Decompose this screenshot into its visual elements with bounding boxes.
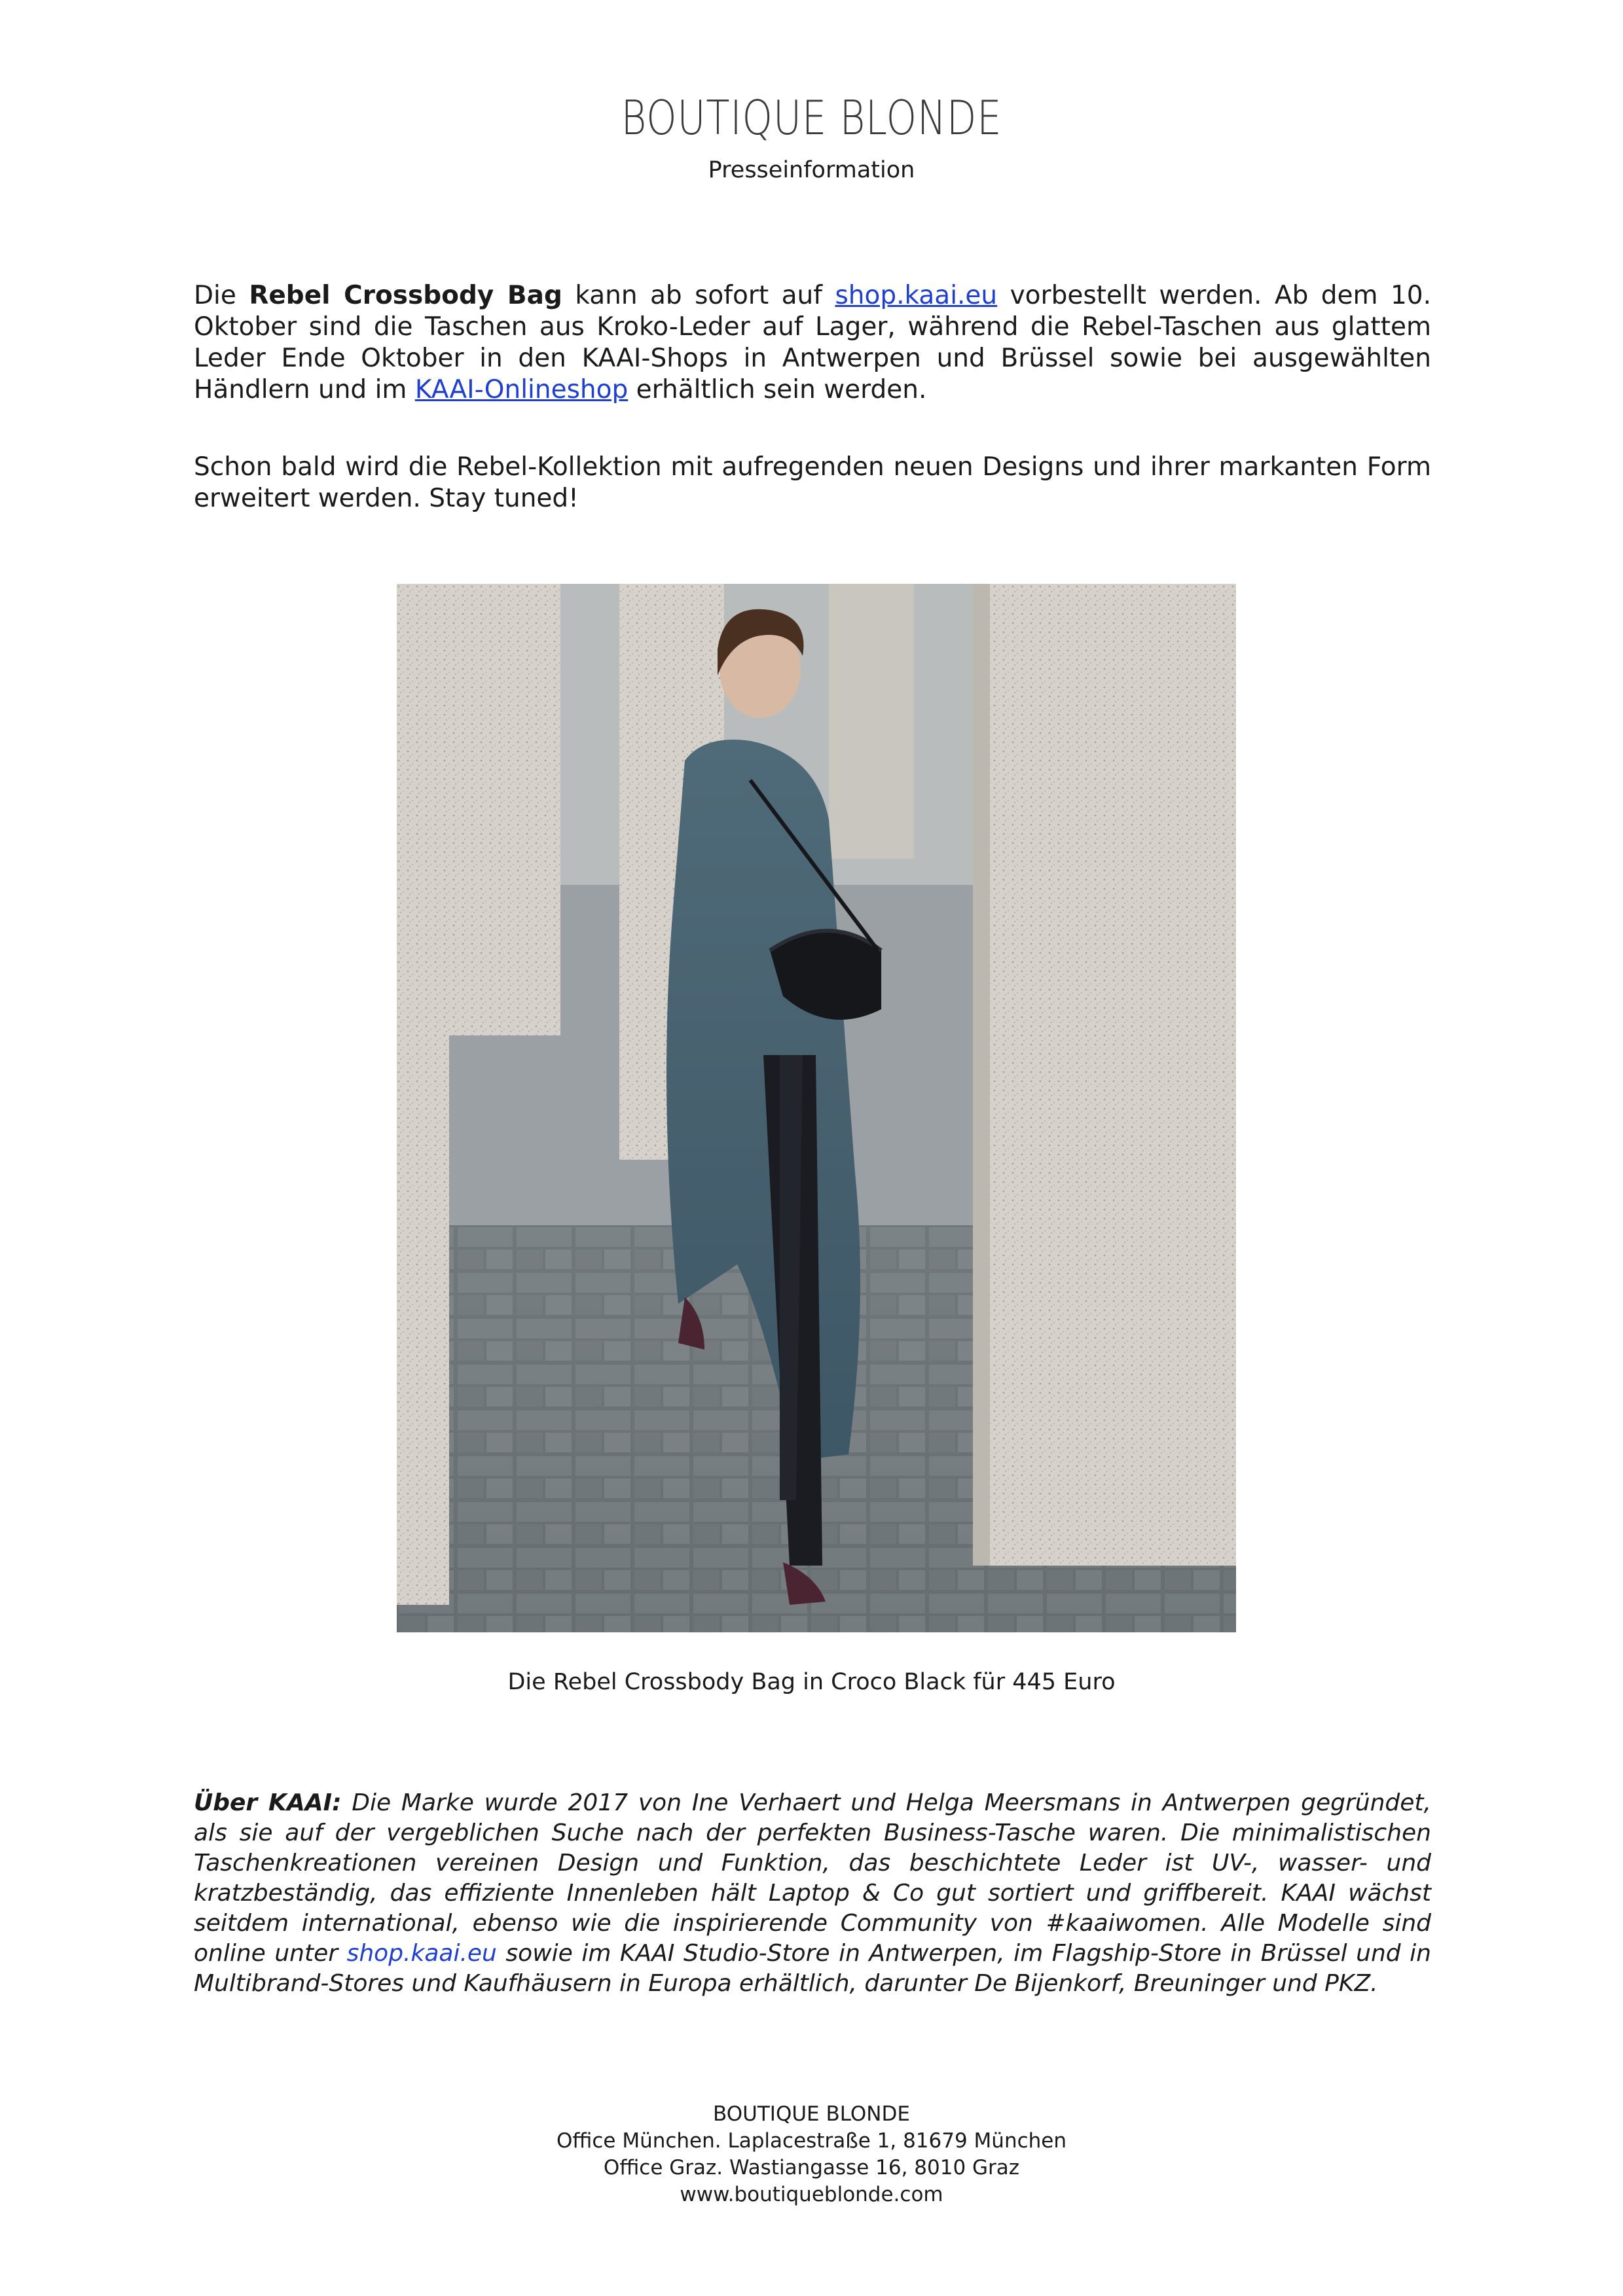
about-paragraph bbox=[194, 1788, 1431, 1999]
about-text: Die Marke wurde 2017 von Ine Verhaert und Helga Meersmans in Antwerpen gegründet, als sie auf der vergeblichen Suche nach der perfekten Business-Tasche waren. Die minimalistischen Taschenkreationen vereinen Design und Funktion, das beschichtete Leder ist UV-, wasser- und kratzbeständig, das effiziente Innenleben hält Laptop & Co gut sortiert und griffbereit. KAAI wächst seitdem international, ebenso wie die inspirierende Community von #kaaiwomen. Alle Modelle sind online unter bbox=[194, 1789, 1431, 1967]
product-photo bbox=[397, 584, 1236, 1632]
about-text: sowie im KAAI Studio-Store in Antwerpen, im Flagship-Store in Brüssel und in Multibrand-Stores und Kaufhäusern in Europa erhältlich, darunter De Bijenkorf, Breuninger und PKZ. bbox=[194, 1940, 1432, 1997]
shop-link[interactable]: shop.kaai.eu bbox=[835, 281, 998, 310]
document-subtitle: Presseinformation bbox=[708, 157, 915, 183]
footer-office-graz: Office Graz. Wastiangasse 16, 8010 Graz bbox=[603, 2156, 1020, 2179]
intro-paragraph-2: Schon bald wird die Rebel-Kollektion mit aufregenden neuen Designs und ihrer markanten Form erweitert werden. Stay tuned! bbox=[194, 452, 1431, 513]
intro-paragraph-1 bbox=[194, 280, 1431, 406]
photo-caption: Die Rebel Crossbody Bag in Croco Black für 445 Euro bbox=[507, 1669, 1116, 1695]
intro-text: Die bbox=[194, 281, 249, 310]
product-name: Rebel Crossbody Bag bbox=[249, 281, 562, 310]
footer-company: BOUTIQUE BLONDE bbox=[713, 2102, 910, 2126]
intro-text: vorbestellt werden. Ab dem 10. Oktober sind die Taschen aus Kroko-Leder auf Lager, während die Rebel-Taschen aus glattem Leder Ende Oktober in den KAAI-Shops in Antwerpen und Brüssel sowie bei ausgewählten Händlern und im bbox=[194, 281, 1431, 404]
footer bbox=[0, 2101, 1623, 2208]
footer-office-munich: Office München. Laplacestraße 1, 81679 München bbox=[556, 2129, 1067, 2153]
brand-logo: BOUTIQUE BLONDE bbox=[621, 90, 1002, 145]
intro-text: kann ab sofort auf bbox=[562, 281, 835, 310]
onlineshop-link[interactable]: KAAI-Onlineshop bbox=[414, 375, 629, 404]
intro-text: erhältlich sein werden. bbox=[628, 375, 927, 404]
about-shop-link[interactable]: shop.kaai.eu bbox=[346, 1940, 497, 1967]
about-label: Über KAAI: bbox=[194, 1789, 342, 1816]
footer-website[interactable]: www.boutiqueblonde.com bbox=[680, 2183, 943, 2206]
